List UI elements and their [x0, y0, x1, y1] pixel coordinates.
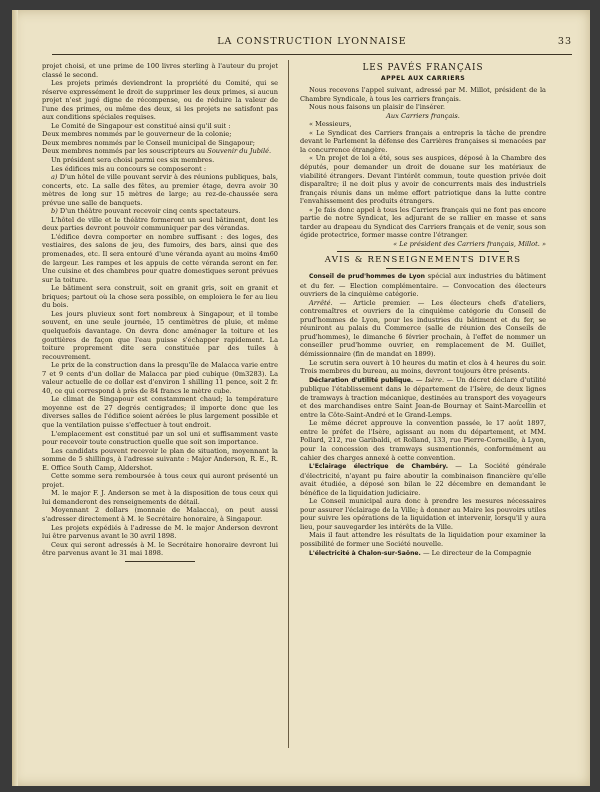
item-heading: L'Eclairage électrique de Chambéry.	[309, 463, 449, 471]
section-title: LES PAVÉS FRANÇAIS	[362, 63, 484, 73]
paragraph: Moyennant 2 dollars (monnaie de Malacca), on peut aussi s'adresser directement à M. le Secrétaire honoraire, à Singapour.	[42, 506, 278, 523]
header-rule	[52, 54, 572, 55]
paragraph: Le Comité de Singapour est constitué ainsi qu'il suit :	[51, 121, 231, 130]
right-column	[300, 62, 546, 558]
paragraph: Nous recevons l'appel suivant, adressé par M. Millot, président de la Chambre Syndicale, à tous les carriers français.	[300, 86, 546, 103]
document-page	[12, 10, 590, 786]
page-binding-edge	[12, 10, 18, 786]
text-fragment: D'un hôtel de ville pouvant servir à des réunions publiques, bals, concerts, etc. La salle des fêtes, au premier étage, devra avoir 30 mètres de long sur 15 mètres de large; au rez-de-chaussée sera prévue une salle de banquets.	[42, 173, 278, 207]
paragraph: Deux membres nommés par le gouverneur de la colonie;	[42, 130, 232, 139]
paragraph: L'emplacement est constitué par un sol uni et suffisamment vaste pour recevoir toute construction quelle que soit son importance.	[42, 429, 278, 447]
paragraph: « Un projet de loi a été, sous ses auspices, déposé à la Chambre des députés, pour demander un droit de douane sur les matériaux de viabilité étrangers. Devant l'intérêt commun, toute question privée doit disparaître; il ne doit plus y avoir de concurrents mais des industriels français réunis dans un même effort patriotique dans la lutte contre l'envahissement des produits étrangers.	[300, 154, 546, 206]
salutation: « Messieurs,	[309, 120, 352, 129]
page-number: 33	[557, 36, 572, 47]
paragraph	[300, 549, 546, 559]
paragraph: Le scrutin sera ouvert à 10 heures du matin et clos à 4 heures du soir. Trois membres du bureau, au moins, devront toujours être présents.	[300, 358, 546, 376]
paragraph: Le bâtiment sera construit, soit en granit gris, soit en granit et briques; partout où la chose sera possible, on emploiera le fer au lieu du bois.	[42, 284, 278, 310]
paragraph: Le prix de la construction dans la presqu'île de Malacca varie entre 7 et 9 cents d'un dollar de Malacca par pied cubique (0m3283). La valeur actuelle de ce dollar est d'environ 1 shilling 11 pence, soit 2 fr. 40, ce qui correspond à près de 84 francs le mètre cube.	[42, 361, 278, 395]
paragraph: Ceux qui seront adressés à M. le Secrétaire honoraire devront lui être parvenus avant le 31 mai 1898.	[42, 540, 278, 558]
text-fragment: — Un décret déclare d'utilité publique l'établissement dans le département de l'Isère, de deux lignes de tramways à traction mécanique, destinées au transport des voyageurs et des marchandises entre Saint Jean-de Bournay et Saint-Marcellin et entre la Côte-Saint-André et le Grand-Lemps.	[300, 375, 546, 419]
paragraph: Cette somme sera remboursée à tous ceux qui auront présenté un projet.	[42, 472, 278, 489]
paragraph: Les projets expédiés à l'adresse de M. le major Anderson devront lui être parvenus avant le 30 avril 1898.	[42, 523, 278, 541]
paragraph: Mais il faut attendre les résultats de la liquidation pour examiner la possibilité de former une Société nouvelle.	[300, 531, 546, 548]
paragraph: Le même décret approuve la convention passée, le 17 août 1897, entre le préfet de l'Isère, agissant au nom du département, et MM. Pollard, 212, rue Garibaldi, et Rolland, 133, rue Pierre-Corneille, à Lyon, pour la concession des tramways susmentionnés, conformément au cahier des charges annexé à cette convention.	[300, 419, 546, 462]
paragraph: Les candidats pouvent recevoir le plan de situation, moyennant la somme de 5 shillings, à l'adresse suivante : Major Anderson, R. E., R. E. Office South Camp, Aldershot.	[42, 446, 278, 472]
item-heading: Déclaration d'utilité publique.	[309, 376, 414, 384]
section-rule	[337, 251, 509, 252]
paragraph	[42, 207, 278, 216]
text-fragment: — Article premier. — Les électeurs chefs d'ateliers, contremaîtres et ouvriers de la cinquième catégorie du Conseil de prud'hommes de Lyon, pour les industries du bâtiment et du fer, se réuniront au palais du Commerce (salle de réunion des Conseils de prud'hommes), le dimanche 6 février prochain, à l'effet de nommer un conseiller prud'homme ouvrier, en remplacement de M. Guillet, démissionnaire (fin de mandat en 1899).	[300, 298, 546, 358]
section-rule	[125, 561, 196, 562]
signature-text: « Le président des Carriers français, Millot. »	[393, 239, 546, 248]
paragraph: Le Conseil municipal aura donc à prendre les mesures nécessaires pour assurer l'éclairage de la Ville; à donner au Maire les pouvoirs utiles pour suivre les opérations de la liquidation et intervenir, lorsqu'il y aura lieu, pour sauvegarder les intérêts de la Ville.	[300, 497, 546, 531]
item-letter-a: a)	[51, 173, 58, 182]
paragraph: « Je fais donc appel à tous les Carriers français qui ne font pas encore partie de notre Syndicat, les adjurant de se rallier en masse et sans tarder au drapeau du Syndicat des Carriers français et de venir, sous son égide protectrice, former masse contre l'étranger.	[300, 205, 546, 240]
paragraph	[300, 272, 546, 299]
item-heading: Conseil de prud'hommes de Lyon	[309, 273, 426, 281]
paragraph	[300, 462, 546, 497]
paragraph: Le climat de Singapour est constamment chaud; la température moyenne est de 27 degrés centigrades; il importe donc que les diverses salles de l'édifice soient aérées le plus largement possible et que la ventilation puisse s'effectuer à tout endroit.	[42, 395, 278, 429]
paragraph	[42, 147, 278, 156]
column-divider	[288, 60, 289, 748]
signature	[300, 240, 546, 249]
paragraph: Les projets primés deviendront la propriété du Comité, qui se réserve expressément le droit de supprimer les deux primes, si aucun projet n'est jugé digne de récompense, ou de réduire la valeur de l'une des primes, ou même des deux, si les projets ne satisfont pas aux conditions spéciales requises.	[42, 79, 278, 122]
section-subtitle: APPEL AUX CARRIERS	[380, 74, 466, 82]
paragraph	[42, 173, 278, 207]
paragraph: projet choisi, et une prime de 100 livres sterling à l'auteur du projet classé le second.	[42, 62, 278, 79]
paragraph: M. le major F. J. Anderson se met à la disposition de tous ceux qui lui demanderont des renseignements de détail.	[42, 489, 278, 506]
paragraph: Les édifices mis au concours se composeront :	[51, 164, 207, 173]
paragraph: Deux membres nommés par le Conseil municipal de Singapour;	[42, 138, 255, 147]
text-fragment: D'un théâtre pouvant recevoir cinq cents spectateurs.	[59, 207, 241, 216]
text-fragment: — Le directeur de la Compagnie	[422, 548, 532, 557]
paragraph: L'hôtel de ville et le théâtre formeront un seul bâtiment, dont les deux parties devront pouvoir communiquer par des vérandas.	[42, 215, 278, 233]
paragraph: L'édifice devra comporter en nombre suffisant : des loges, des vestiaires, des salons de jeu, des fumoirs, des bars, ainsi que des promenades, etc. Il sera entouré d'une véranda ayant au moins 4m60 de largeur. Les rampes et les appuis de cette véranda seront en fer. Une cuisine et des chambres pour quatre domestiques seront prévues sur la toiture.	[42, 232, 278, 284]
left-column	[42, 62, 278, 565]
text-fragment: Deux membres nommés par les souscripteurs au	[42, 147, 206, 156]
paragraph: Les jours pluvieux sont fort nombreux à Singapour, et il tombe souvent, en une seule journée, 15 centimètres de pluie, et même quelquefois davantage. On devra donc aménager la toiture et les gouttières de façon que l'eau puisse s'échapper rapidement. La toiture proprement dite sera constituée par des tuiles à recouvrement.	[42, 309, 278, 361]
paragraph: Un président sera choisi parmi ces six membres.	[51, 156, 215, 165]
journal-title: LA CONSTRUCTION LYONNAISE	[217, 36, 407, 47]
section-rule	[386, 268, 460, 269]
text-fragment: spécial aux industries du bâtiment et du fer. — Election complémentaire. — Convocation des électeurs ouvriers de la cinquième catégorie.	[300, 272, 546, 299]
text-fragment: — La Société générale d'électricité, n'ayant pu faire aboutir la combinaison financière qu'elle avait étudiée, a déposé son bilan le 22 décembre en demandant le bénéfice de la liquidation judiciaire.	[300, 462, 546, 497]
running-header	[52, 36, 572, 50]
address-text: Aux Carriers français.	[386, 111, 460, 120]
italic-label: Arrêté.	[309, 298, 333, 307]
paragraph	[300, 376, 546, 420]
paragraph	[300, 299, 546, 359]
item-letter-b: b)	[51, 207, 58, 216]
item-heading: L'électricité à Chalon-sur-Saône.	[309, 549, 421, 557]
paragraph: Nous nous faisons un plaisir de l'insérer.	[309, 103, 446, 112]
avis-title: AVIS & RENSEIGNEMENTS DIVERS	[324, 255, 522, 266]
italic-label: — Isère.	[415, 375, 445, 384]
italic-title: Souvenir du Jubilé.	[207, 147, 272, 156]
paragraph: « Le Syndicat des Carriers français a entrepris la tâche de prendre devant le Parlement la défense des Carrières françaises si menacées par la concurrence étrangère.	[300, 128, 546, 154]
address-line	[300, 112, 546, 121]
